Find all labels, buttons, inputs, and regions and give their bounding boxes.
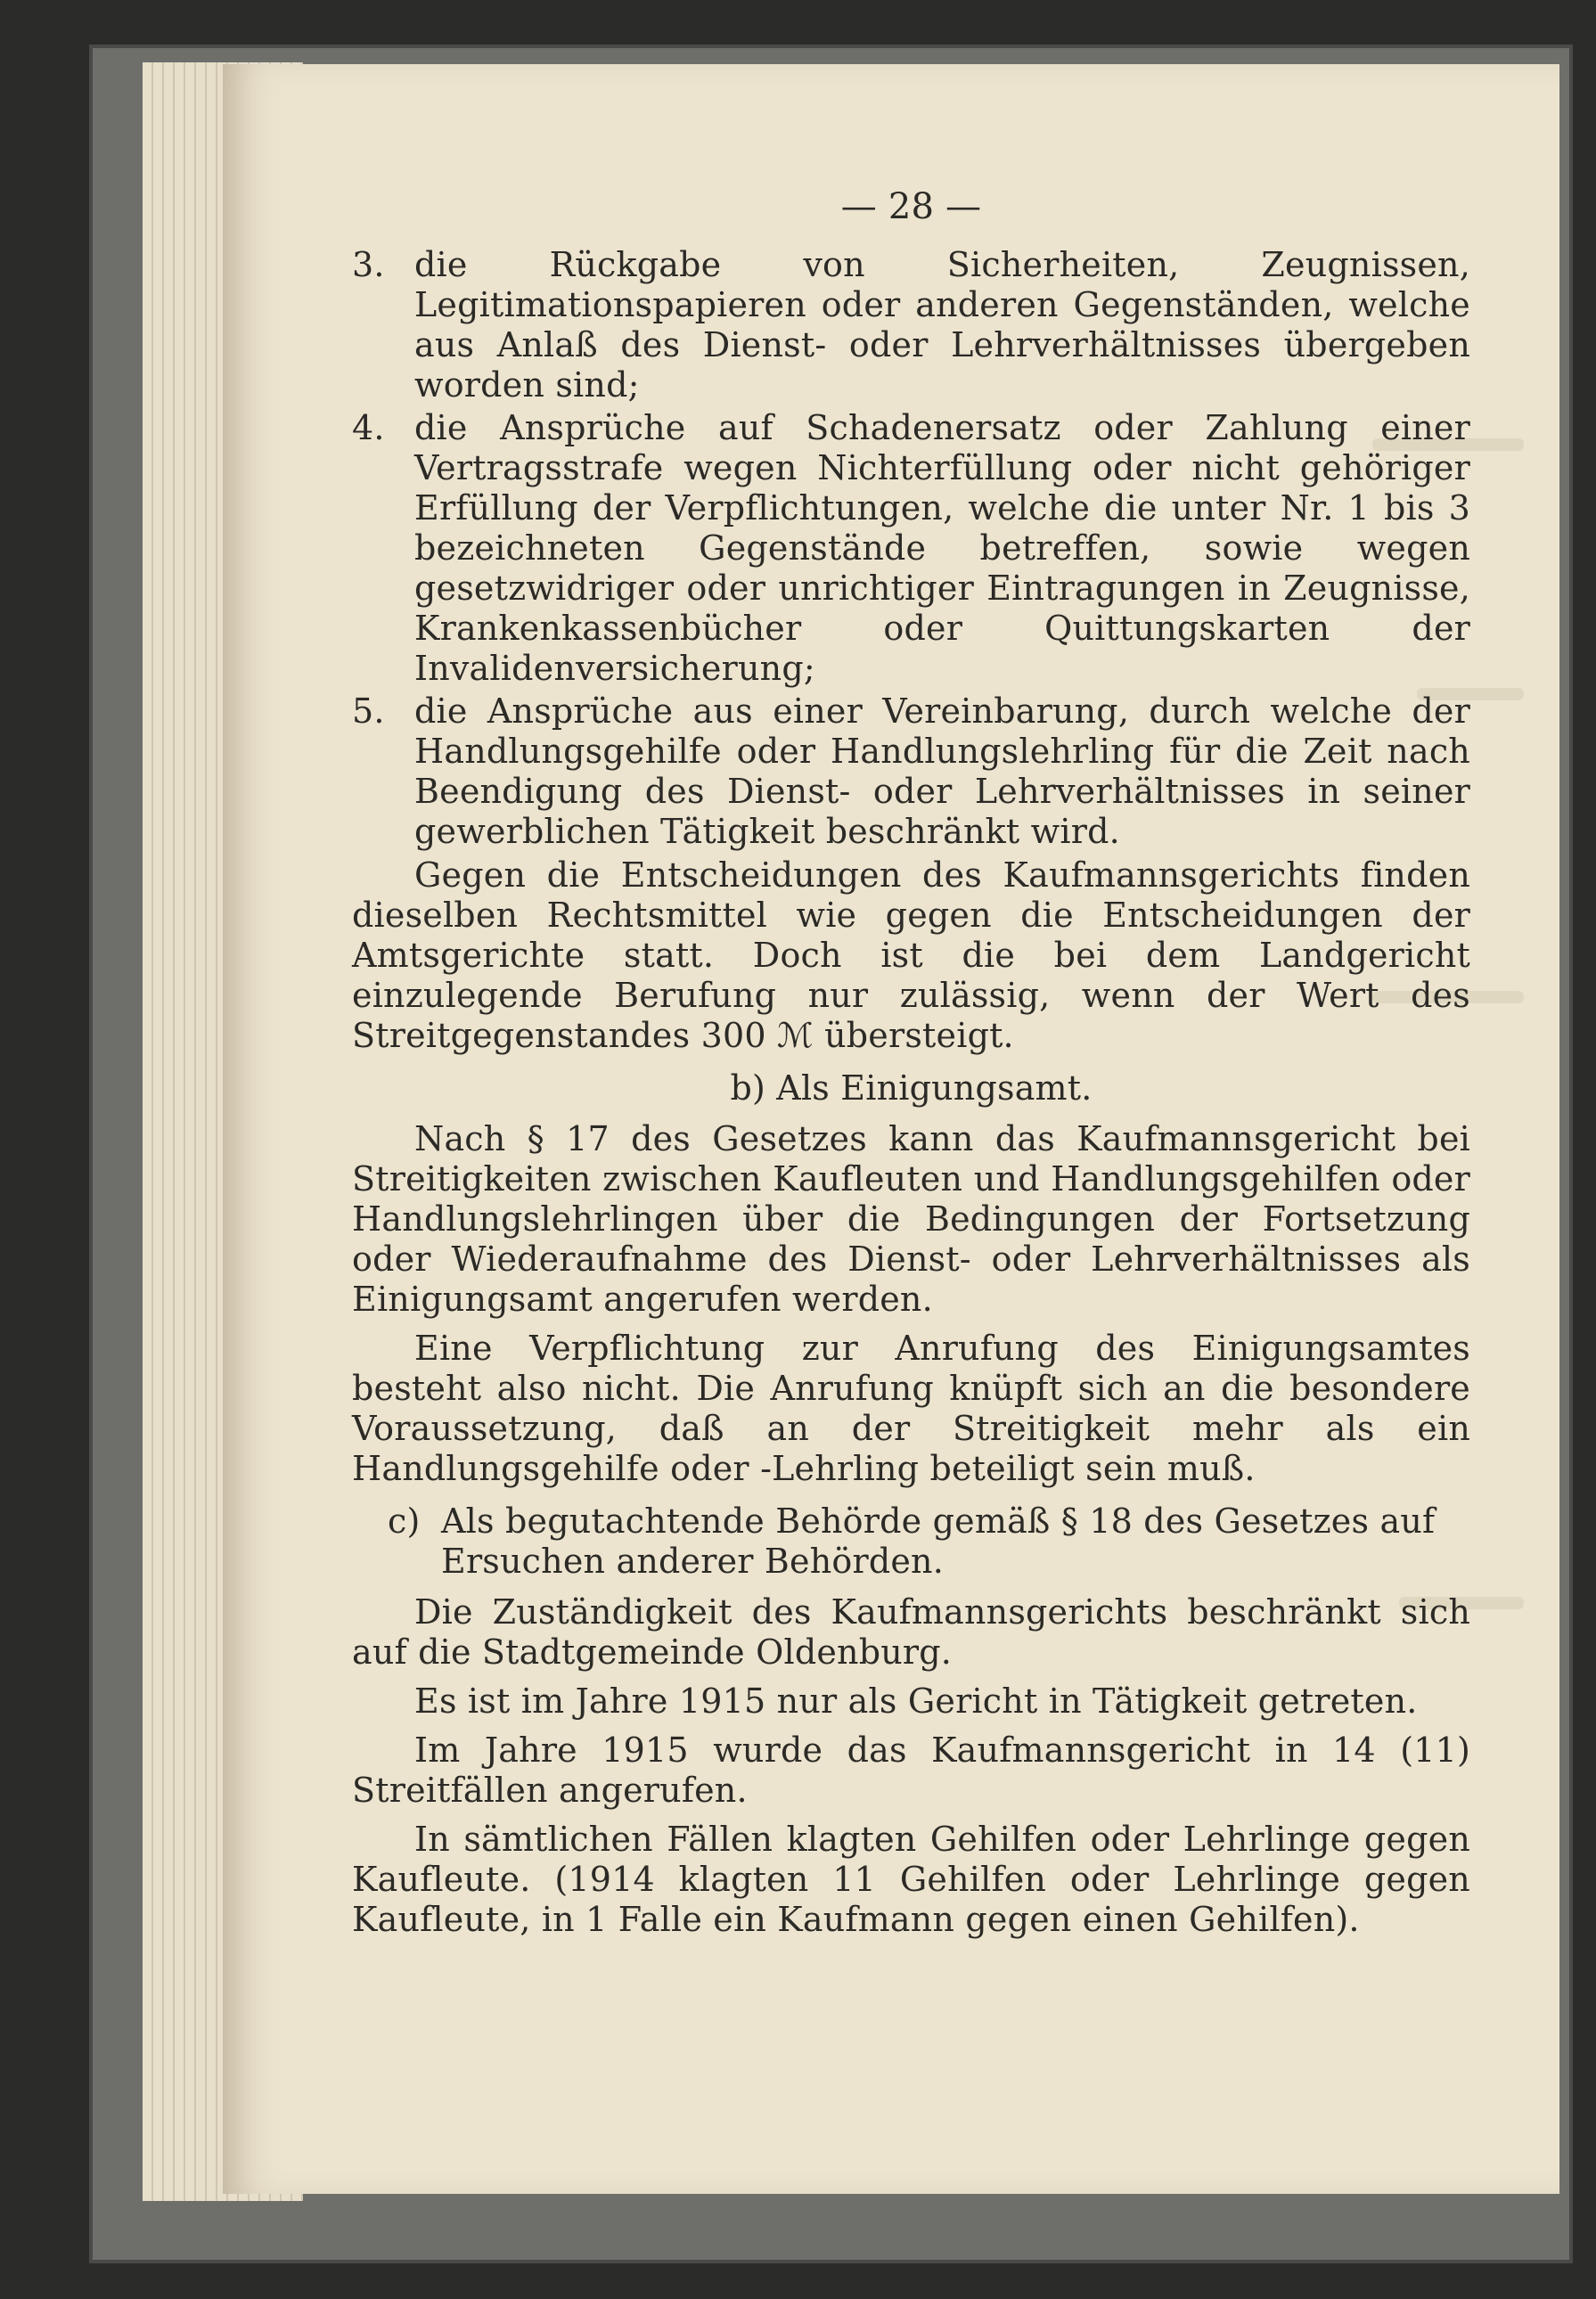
paragraph: Die Zuständigkeit des Kaufmannsgerichts beschränkt sich auf die Stadtgemeinde Oldenburg.	[352, 1592, 1470, 1672]
paragraph: Es ist im Jahre 1915 nur als Gericht in Tätigkeit getreten.	[414, 1681, 1418, 1721]
list-item	[352, 408, 1470, 689]
item-text: die Ansprüche aus einer Vereinbarung, durch welche der Handlungsgehilfe oder Handlungslehrling für die Zeit nach Beendigung des Dienst- oder Lehrverhältnisses in seiner gewerblichen Tätigkeit beschränkt wird.	[414, 691, 1470, 851]
list-item	[352, 691, 1470, 852]
heading-text: Als begutachtende Behörde gemäß § 18 des Gesetzes auf Ersuchen anderer Behörden.	[441, 1501, 1436, 1581]
section-heading-c	[388, 1501, 1470, 1582]
page-number: — 28 —	[840, 186, 982, 227]
item-number: 3.	[352, 245, 385, 284]
item-number: 5.	[352, 691, 385, 731]
list-item	[352, 245, 1470, 405]
item-text: die Ansprüche auf Schadenersatz oder Zahlung einer Vertragsstrafe wegen Nichterfüllung oder nicht gehöriger Erfüllung der Verpflichtungen, welche die unter Nr. 1 bis 3 bezeichneten Gegenstände betreffen, sowie wegen gesetzwidriger oder unrichtiger Eintragungen in Zeugnisse, Krankenkassenbücher oder Quittungskarten der Invalidenversicherung;	[414, 408, 1470, 688]
paragraph: In sämtlichen Fällen klagten Gehilfen oder Lehrlinge gegen Kaufleute. (1914 klagten 11 Gehilfen oder Lehrlinge gegen Kaufleute, in 1 Falle ein Kaufmann gegen einen Gehilfen).	[352, 1820, 1470, 1939]
paragraph: Im Jahre 1915 wurde das Kaufmannsgericht in 14 (11) Streitfällen angerufen.	[352, 1730, 1470, 1810]
section-heading-b: b) Als Einigungsamt.	[730, 1068, 1093, 1108]
paragraph: Gegen die Entscheidungen des Kaufmannsgerichts finden dieselben Rechtsmittel wie gegen die Entscheidungen der Amtsgerichte statt. Doch ist die bei dem Landgericht einzulegende Berufung nur zulässig, wenn der Wert des Streitgegenstandes 300 ℳ übersteigt.	[352, 855, 1470, 1055]
item-text: die Rückgabe von Sicherheiten, Zeugnissen, Legitimationspapieren oder anderen Gegenständen, welche aus Anlaß des Dienst- oder Lehrverhältnisses übergeben worden sind;	[414, 245, 1470, 405]
heading-number: c)	[388, 1501, 421, 1541]
paragraph: Nach § 17 des Gesetzes kann das Kaufmannsgericht bei Streitigkeiten zwischen Kaufleuten und Handlungsgehilfen oder Handlungslehrlingen über die Bedingungen der Fortsetzung oder Wiederaufnahme des Dienst- oder Lehrverhältnisses als Einigungsamt angerufen werden.	[352, 1119, 1470, 1319]
item-number: 4.	[352, 408, 385, 447]
paragraph: Eine Verpflichtung zur Anrufung des Einigungsamtes besteht also nicht. Die Anrufung knüpft sich an die besondere Voraussetzung, daß an der Streitigkeit mehr als ein Handlungsgehilfe oder -Lehrling beteiligt sein muß.	[352, 1329, 1470, 1488]
page-text	[352, 187, 1470, 1949]
